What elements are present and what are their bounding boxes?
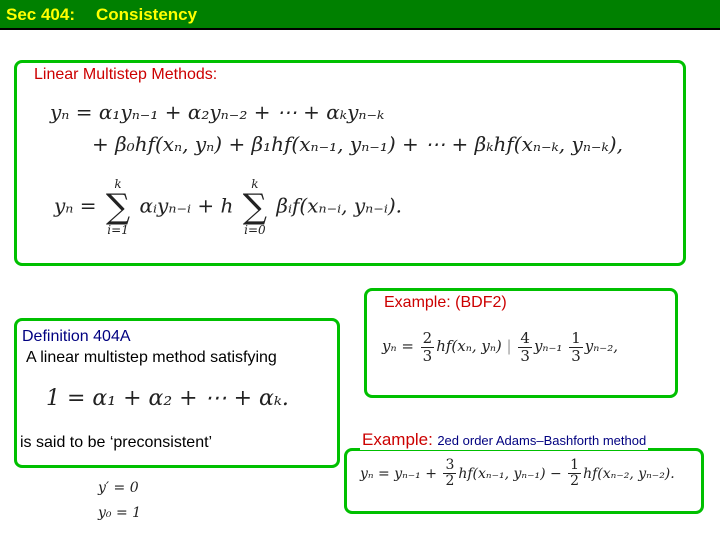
bdf2-method-name: (BDF2) <box>455 294 507 311</box>
bdf2-term-3: yₙ₋₂, <box>584 337 619 355</box>
sum1-lower: i=1 <box>107 223 129 237</box>
bdf2-operator: | <box>506 337 512 355</box>
bdf2-frac-3 <box>569 330 583 364</box>
bdf2-frac-1 <box>421 330 435 364</box>
ivp-initial-condition: y₀ = 1 <box>98 505 142 521</box>
lmm-equation-line2: + β₀hf(xₙ, yₙ) + β₁hf(xₙ₋₁, yₙ₋₁) + ⋯ + βₖhf(xₙ₋ₖ, yₙ₋ₖ), <box>92 132 623 156</box>
definition-text-2: is said to be ‘preconsistent’ <box>20 434 213 451</box>
ab2-example-label: Example: <box>362 430 433 449</box>
sum-symbol-alpha: k ∑ i=1 <box>105 177 131 237</box>
ab2-frac-2 <box>568 458 581 490</box>
bdf2-frac-3-num: 1 <box>571 329 581 347</box>
sum2-lower: i=0 <box>244 223 266 237</box>
ivp-ode: y′ = 0 <box>98 480 139 496</box>
bdf2-equation <box>382 330 618 364</box>
lmm-summation-equation <box>54 178 402 236</box>
section-number: Sec 404: <box>6 5 75 24</box>
definition-text-1: A linear multistep method satisfying <box>26 349 277 366</box>
header-bar <box>0 0 720 30</box>
ab2-equation <box>360 458 675 490</box>
bdf2-example-label: Example: <box>384 294 451 311</box>
sum-term-beta: βᵢf(xₙ₋ᵢ, yₙ₋ᵢ). <box>276 193 403 218</box>
lmm-title: Linear Multistep Methods: <box>34 66 218 83</box>
sum-term-alpha: αᵢyₙ₋ᵢ + h <box>139 193 234 218</box>
bdf2-lhs: yₙ = <box>382 337 414 355</box>
ab2-frac-1-den: 2 <box>445 473 455 490</box>
bdf2-frac-1-num: 2 <box>422 329 433 347</box>
sum2-upper: k <box>251 177 259 191</box>
ab2-frac-2-num: 1 <box>570 457 580 473</box>
ab2-frac-1-num: 3 <box>445 457 455 473</box>
ab2-frac-2-den: 2 <box>570 473 580 490</box>
bdf2-frac-2-den: 3 <box>520 346 530 365</box>
bdf2-frac-2-num: 4 <box>520 329 530 347</box>
ab2-term-1: hf(xₙ₋₁, yₙ₋₁) − <box>458 465 562 482</box>
sum1-upper: k <box>114 177 122 191</box>
preconsistency-condition: 1 = α₁ + α₂ + ⋯ + αₖ. <box>46 386 289 411</box>
bdf2-frac-1-den: 3 <box>422 346 433 365</box>
ab2-term-2: hf(xₙ₋₂, yₙ₋₂). <box>583 465 675 482</box>
bdf2-label-line <box>382 294 509 312</box>
sum-symbol-beta: k ∑ i=0 <box>242 177 268 237</box>
ab2-lhs: yₙ = yₙ₋₁ + <box>360 465 437 482</box>
section-topic: Consistency <box>96 5 198 24</box>
lmm-equation-line1: yₙ = α₁yₙ₋₁ + α₂yₙ₋₂ + ⋯ + αₖyₙ₋ₖ <box>50 100 385 124</box>
bdf2-term-2: yₙ₋₁ <box>533 337 563 355</box>
bdf2-frac-2 <box>518 330 532 364</box>
ab2-label-line <box>360 430 648 450</box>
ab2-method-name: 2ed order Adams–Bashforth method <box>437 433 647 448</box>
definition-title: Definition 404A <box>22 328 131 345</box>
bdf2-frac-3-den: 3 <box>571 346 581 365</box>
sum-lhs: yₙ = <box>54 193 97 218</box>
ab2-frac-1 <box>443 458 456 490</box>
bdf2-term-1: hf(xₙ, yₙ) <box>436 337 502 355</box>
